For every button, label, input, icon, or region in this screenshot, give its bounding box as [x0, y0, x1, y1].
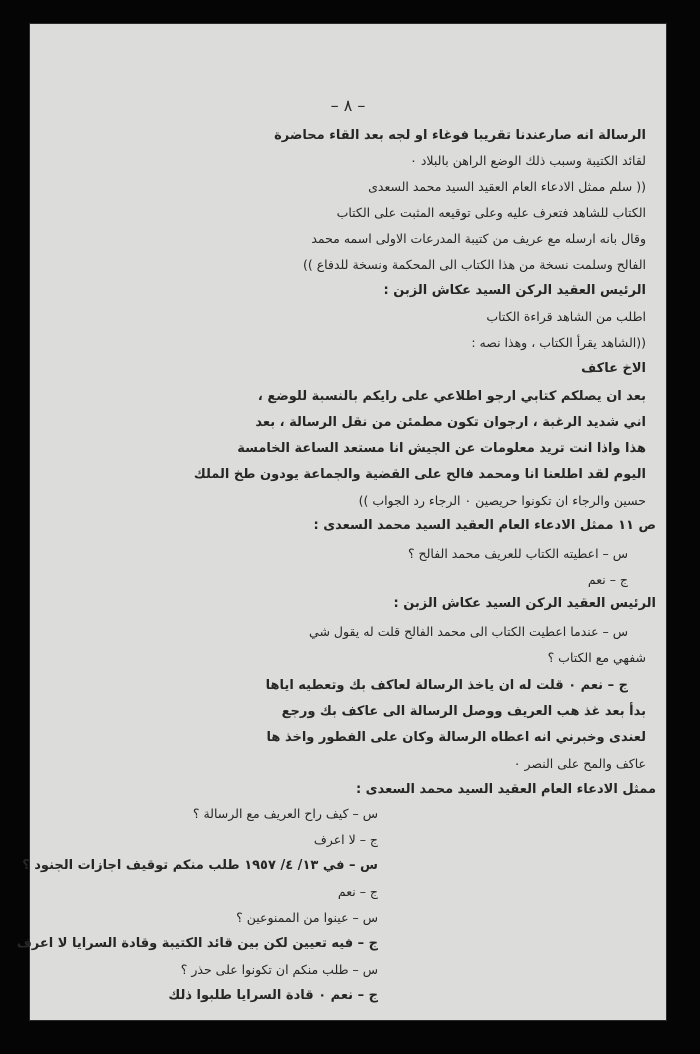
text-line: اني شديد الرغبة ، ارجوان تكون مطمئن من نقل الرسالة ، بعد [255, 415, 646, 430]
question-line: س – كيف راح العريف مع الرسالة ؟ [192, 806, 378, 821]
text-line: الفالح وسلمت نسخة من هذا الكتاب الى المحكمة ونسخة للدفاع )) [303, 257, 646, 272]
answer-line: ج – نعم ٠ قادة السرايا طلبوا ذلك [168, 988, 378, 1003]
question-line: س – عندما اعطيت الكتاب الى محمد الفالح قلت له يقول شي [309, 624, 628, 639]
text-line: الاخ عاكف [581, 361, 646, 376]
answer-line: ج – نعم [587, 572, 628, 587]
question-line: س – طلب منكم ان تكونوا على حذر ؟ [180, 962, 378, 977]
text-line: اطلب من الشاهد قراءة الكتاب [486, 309, 646, 324]
text-line: الرسالة انه صارعندنا تقريبا فوغاء او لجه بعد القاء محاضرة [274, 128, 646, 143]
page-number: – ٨ – [330, 96, 366, 115]
question-line: س – اعطيته الكتاب للعريف محمد الفالح ؟ [407, 546, 628, 561]
text-line: الكتاب للشاهد فتعرف عليه وعلى توقيعه المثبت على الكتاب [336, 205, 646, 220]
text-line: شفهي مع الكتاب ؟ [547, 650, 646, 665]
speaker-heading: ص ١١ ممثل الادعاء العام العقيد السيد محمد السعدى : [313, 518, 656, 533]
speaker-heading: ممثل الادعاء العام العقيد السيد محمد السعدى : [355, 782, 656, 797]
text-line: وقال بانه ارسله مع عريف من كتيبة المدرعات الاولى اسمه محمد [311, 231, 646, 246]
speaker-heading: الرئيس العقيد الركن السيد عكاش الزبن : [383, 283, 646, 298]
text-line: لعندى وخبرني انه اعطاه الرسالة وكان على الفطور واخذ ها [266, 730, 646, 745]
speaker-heading: الرئيس العقيد الركن السيد عكاش الزبن : [393, 596, 656, 611]
text-line: عاكف والمح على النصر ٠ [513, 756, 646, 771]
text-line: هذا واذا انت تريد معلومات عن الجيش انا مستعد الساعة الخامسة [237, 441, 646, 456]
answer-line: ج – لا اعرف [313, 832, 378, 847]
text-line: اليوم لقد اطلعنا انا ومحمد فالح على القضية والجماعة يودون طخ الملك [193, 467, 646, 482]
answer-line: ج – نعم [337, 884, 378, 899]
text-line: حسين والرجاء ان تكونوا حريصين ٠ الرجاء رد الجواب )) [358, 493, 646, 508]
text-line: (( سلم ممثل الادعاء العام العقيد السيد محمد السعدى [368, 179, 646, 194]
question-line: س – عينوا من الممنوعين ؟ [236, 910, 378, 925]
answer-line: ج – فيه تعيين لكن بين قائد الكتيبة وقادة السرايا لا اعرف [16, 936, 378, 951]
text-line: ((الشاهد يقرأ الكتاب ، وهذا نصه : [471, 335, 646, 350]
typewritten-page [16, 24, 666, 1020]
question-line: س – في ١٣/ ٤/ ١٩٥٧ طلب منكم توقيف اجازات الجنود ؟ [22, 858, 378, 873]
text-line: بعد ان يصلكم كتابي ارجو اطلاعي على رايكم بالنسبة للوضع ، [257, 389, 646, 404]
answer-line: ج – نعم ٠ قلت له ان ياخذ الرسالة لعاكف بك وتعطيه اياها [265, 678, 628, 693]
text-line: لقائد الكتيبة وسبب ذلك الوضع الراهن بالبلاد ٠ [410, 153, 646, 168]
text-line: بدأ بعد غذ هب العريف ووصل الرسالة الى عاكف بك ورجع [281, 704, 646, 719]
